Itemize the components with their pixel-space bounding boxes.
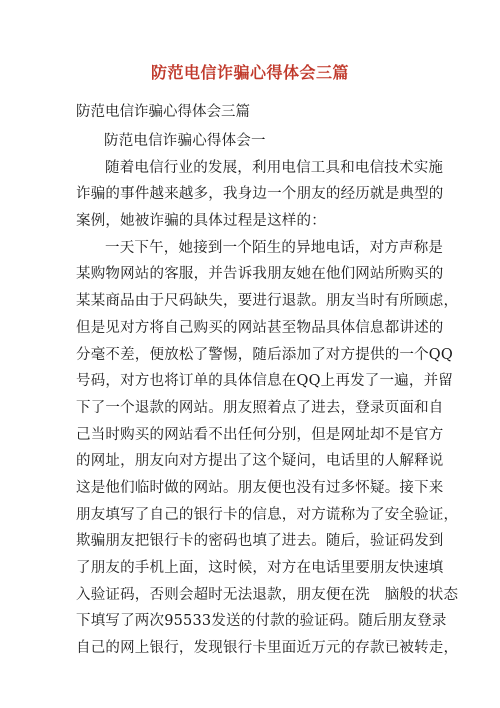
paragraph-line: 自己的网上银行，发现银行卡里面近万元的存款已被转走， <box>76 640 459 657</box>
paragraph-line: 随着电信行业的发展，利用电信工具和电信技术实施 <box>105 159 444 176</box>
paragraph-line: 下了一个退款的网站。朋友照着点了进去，登录页面和自 <box>76 399 444 416</box>
document-body <box>76 128 459 662</box>
paragraph-line: 了朋友的手机上面，这时候，对方在电话里要朋友快速填 <box>76 560 444 576</box>
paragraph-line: 某某商品由于尺码缺失，要进行退款。朋友当时有所顾虑， <box>76 293 459 310</box>
paragraph-line: 这是他们临时做的网站。朋友便也没有过多怀疑。接下来 <box>76 479 444 496</box>
paragraph-line: 下填写了两次95533发送的付款的验证码。随后朋友登录 <box>76 613 447 630</box>
paragraph-line: 欺骗朋友把银行卡的密码也填了进去。随后，验证码发到 <box>76 533 444 550</box>
paragraph-line: 一天下午，她接到一个陌生的异地电话，对方声称是 <box>105 239 444 256</box>
paragraph-line: 案例，她被诈骗的具体过程是这样的： <box>76 213 326 230</box>
paragraph-line: 诈骗的事件越来越多，我身边一个朋友的经历就是典型的 <box>76 186 444 203</box>
paragraph-line: 某购物网站的客服，并告诉我朋友她在他们网站所购买的 <box>76 266 444 283</box>
paragraph-line: 己当时购买的网站看不出任何分别，但是网址却不是官方 <box>76 426 444 443</box>
document-title: 防范电信诈骗心得体会三篇 <box>150 63 349 82</box>
paragraph-line: 朋友填写了自己的银行卡的信息，对方谎称为了安全验证， <box>76 506 459 523</box>
paragraph-line: 号码，对方也将订单的具体信息在QQ上再发了一遍，并留 <box>76 373 453 390</box>
paragraph-line: 分毫不差，便放松了警惕，随后添加了对方提供的一个QQ <box>76 346 453 363</box>
document-subtitle: 防范电信诈骗心得体会三篇 <box>76 104 250 120</box>
section-heading: 防范电信诈骗心得体会一 <box>104 133 266 149</box>
paragraph-line: 的网址，朋友向对方提出了这个疑问，电话里的人解释说 <box>76 453 444 470</box>
paragraph-line: 入验证码，否则会超时无法退款，朋友便在洗 脑般的状态 <box>76 586 459 603</box>
paragraph-line: 但是见对方将自己购买的网站甚至物品具体信息都讲述的 <box>76 319 444 336</box>
